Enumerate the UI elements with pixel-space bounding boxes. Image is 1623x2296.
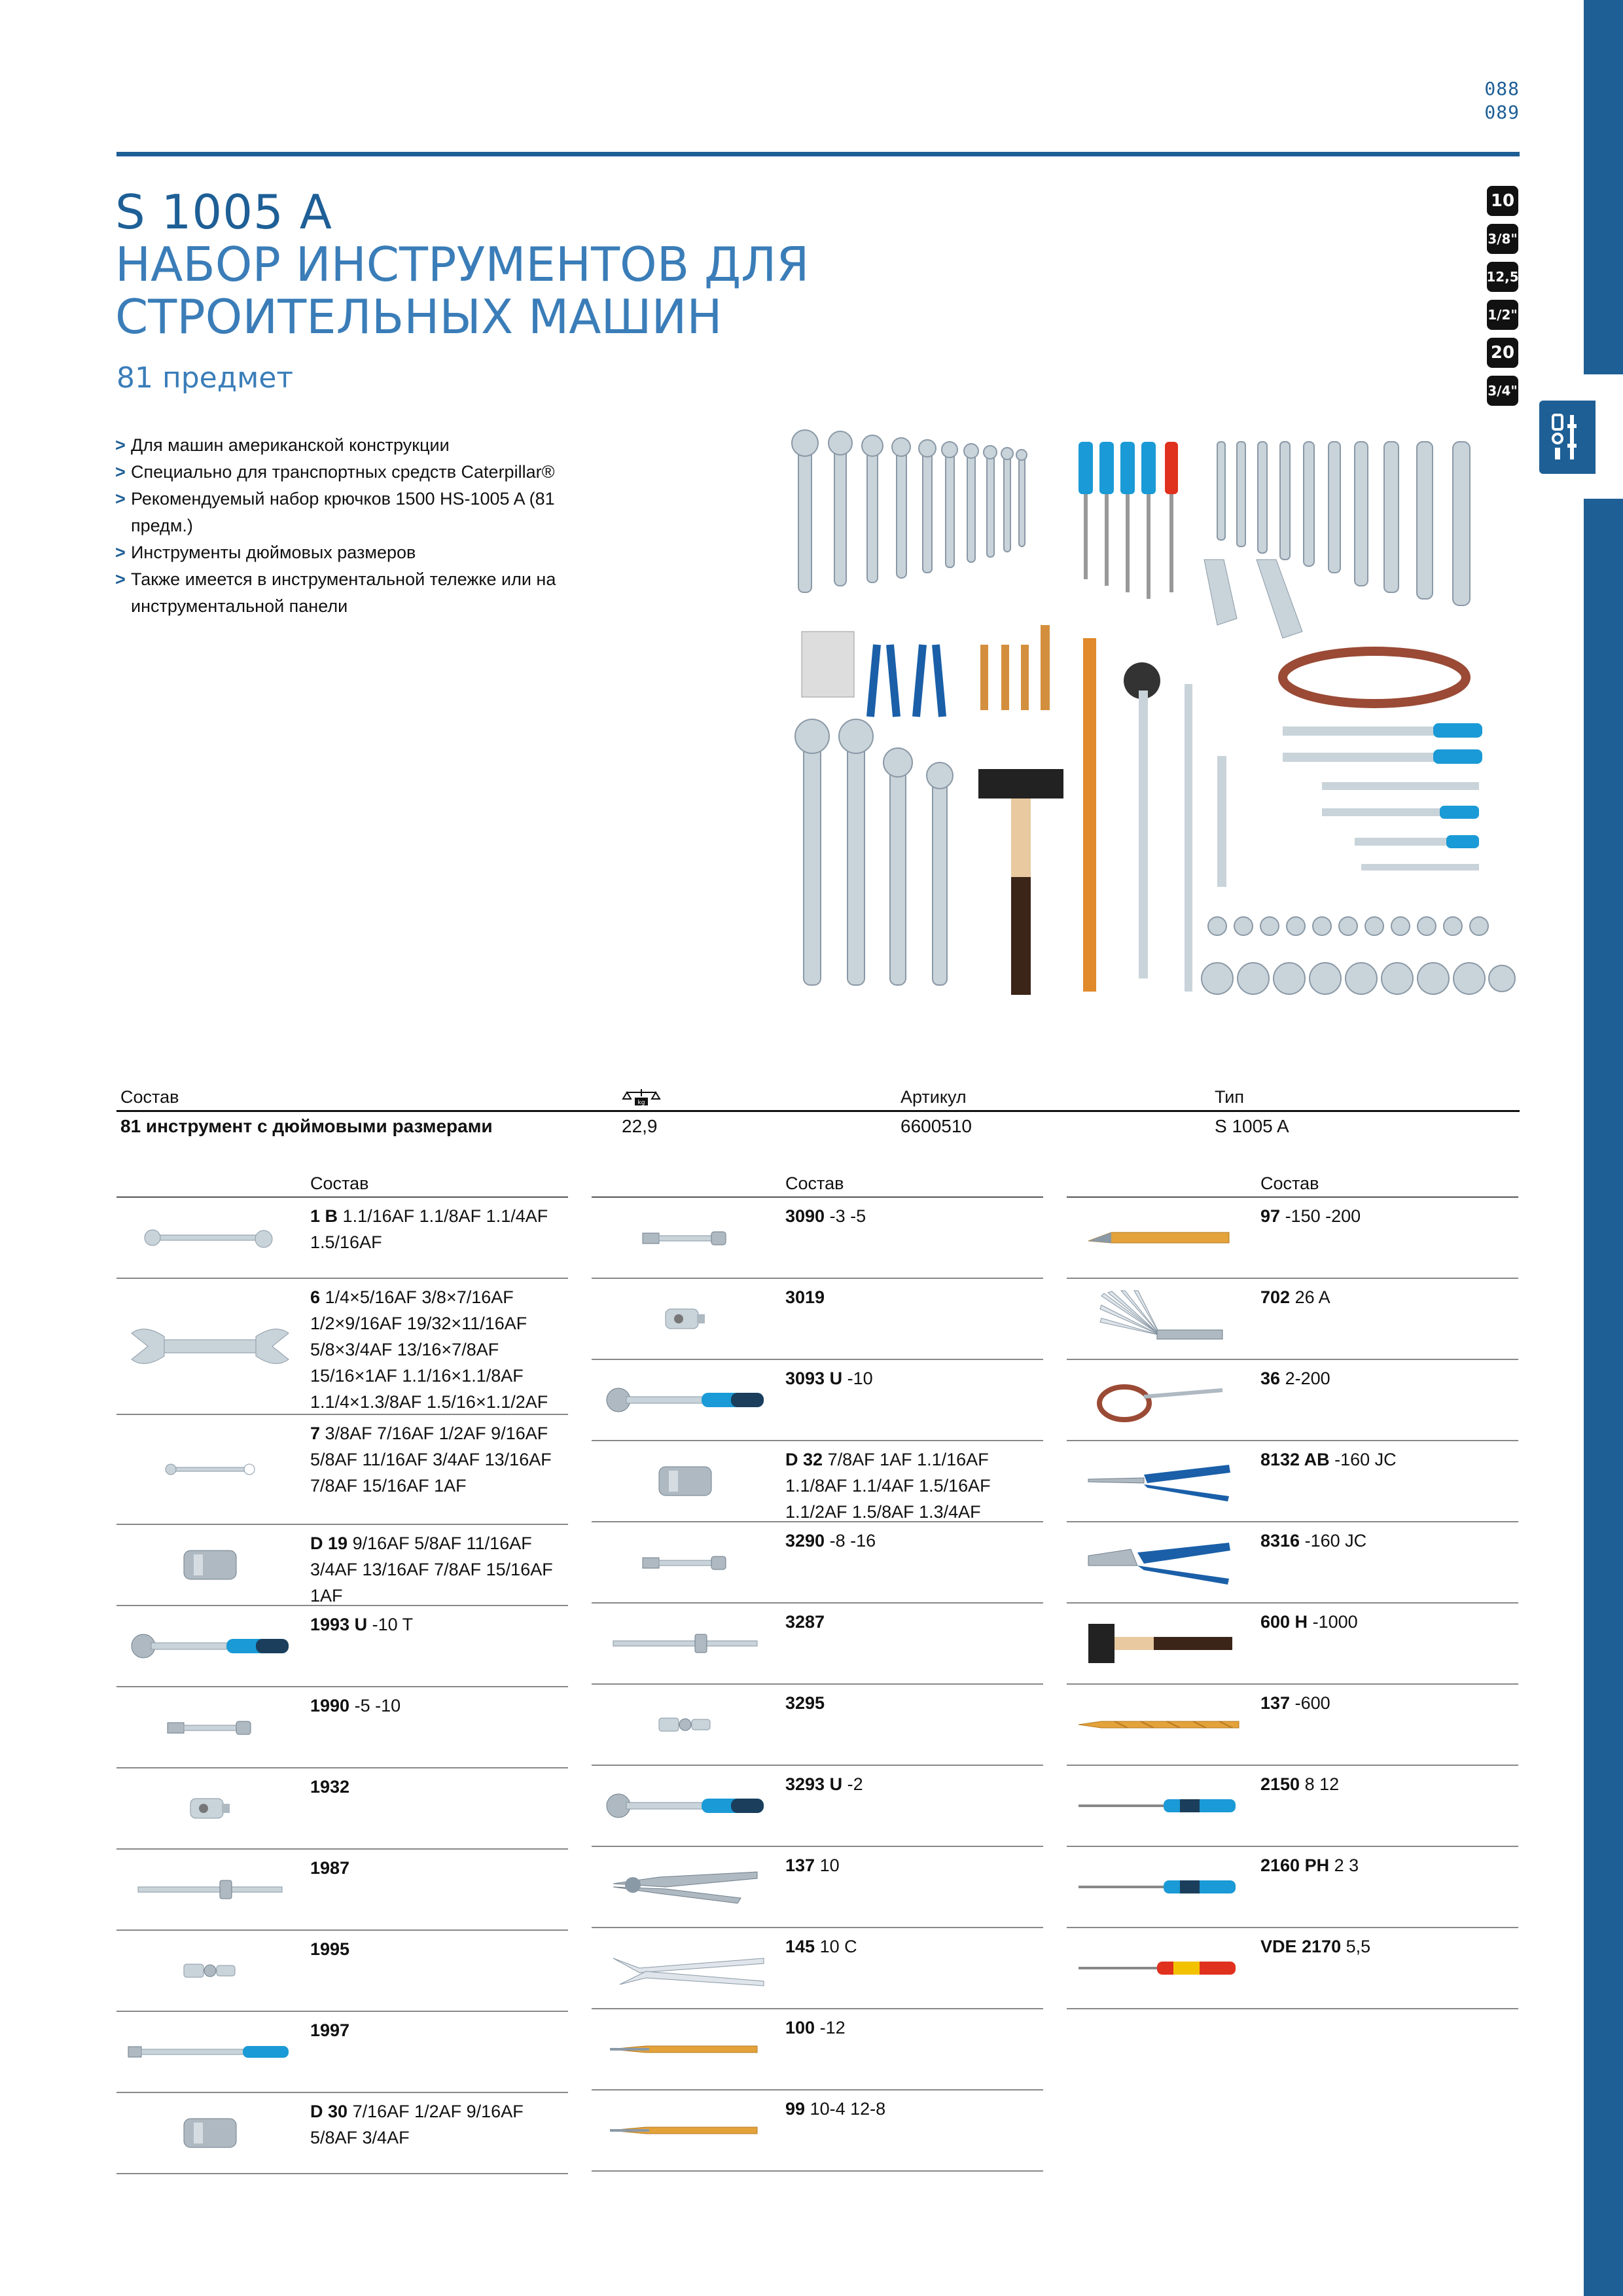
component-code: 702 bbox=[1260, 1287, 1291, 1307]
component-code: 1997 bbox=[310, 2020, 350, 2040]
component-text bbox=[310, 1203, 568, 1255]
component-text bbox=[785, 2096, 1043, 2122]
component-sizes: 10-4 12-8 bbox=[810, 2099, 886, 2119]
component-row bbox=[592, 1441, 1043, 1522]
component-row bbox=[592, 1360, 1043, 1441]
component-sizes: -150 -200 bbox=[1285, 1206, 1361, 1226]
component-code: 2160 PH bbox=[1260, 1856, 1330, 1875]
component-text bbox=[1260, 1528, 1518, 1554]
component-text bbox=[785, 1284, 1043, 1310]
component-row bbox=[116, 1415, 568, 1525]
component-sizes: -2 bbox=[847, 1774, 863, 1794]
component-code: 1987 bbox=[310, 1858, 350, 1878]
product-title-line1: НАБОР ИНСТРУМЕНТОВ ДЛЯ bbox=[115, 237, 810, 292]
component-text bbox=[785, 1609, 1043, 1635]
component-row bbox=[1067, 1604, 1518, 1685]
locking-pliers-icon bbox=[597, 1847, 774, 1927]
arrow-icon: > bbox=[115, 543, 126, 562]
socket-icon bbox=[122, 2093, 298, 2173]
summary-header bbox=[116, 1083, 1520, 1112]
component-row bbox=[592, 1847, 1043, 1928]
combination-spanner-icon bbox=[122, 1415, 298, 1524]
component-sizes: 26 A bbox=[1294, 1287, 1330, 1307]
component-row bbox=[592, 1198, 1043, 1279]
component-code: 100 bbox=[785, 2018, 815, 2037]
component-text bbox=[1260, 1446, 1518, 1473]
product-title-line2: СТРОИТЕЛЬНЫХ МАШИН bbox=[115, 289, 722, 344]
component-sizes: -600 bbox=[1294, 1693, 1330, 1713]
feeler-gauge-icon bbox=[1072, 1279, 1249, 1359]
column-header-label: Состав bbox=[310, 1174, 369, 1193]
component-text bbox=[310, 1693, 568, 1719]
component-row bbox=[592, 1604, 1043, 1685]
component-code: 6 bbox=[310, 1287, 321, 1307]
component-text bbox=[1260, 1203, 1518, 1229]
summary-type: S 1005 A bbox=[1215, 1116, 1289, 1136]
hinged-handle-icon bbox=[122, 2012, 298, 2092]
column-header-label: Состав bbox=[1260, 1174, 1319, 1193]
component-code: 145 bbox=[785, 1937, 815, 1956]
adaptor-icon bbox=[597, 1279, 774, 1359]
socket-icon bbox=[597, 1441, 774, 1521]
badge-10: 10 bbox=[1487, 186, 1518, 216]
badge-12-5: 12,5 bbox=[1487, 262, 1518, 292]
component-row bbox=[1067, 1847, 1518, 1928]
sliding-t-handle-icon bbox=[122, 1850, 298, 1929]
component-row bbox=[1067, 1766, 1518, 1847]
component-text bbox=[310, 2017, 568, 2043]
summary-weight: 22,9 bbox=[622, 1116, 658, 1136]
feature-item: > Рекомендуемый набор крючков 1500 HS-1005 A (81 предм.) bbox=[115, 486, 573, 539]
component-code: 3290 bbox=[785, 1531, 825, 1551]
arrow-icon: > bbox=[115, 462, 126, 482]
component-sizes: -10 T bbox=[372, 1615, 414, 1634]
badge-3-4: 3/4" bbox=[1487, 376, 1518, 406]
component-code: 3295 bbox=[785, 1693, 825, 1713]
component-row bbox=[592, 2009, 1043, 2090]
component-sizes: 2 3 bbox=[1334, 1856, 1359, 1875]
component-code: 8316 bbox=[1260, 1531, 1300, 1551]
component-text bbox=[310, 2098, 568, 2151]
component-row bbox=[592, 2090, 1043, 2172]
component-text bbox=[785, 1203, 1043, 1229]
summary-table bbox=[116, 1083, 1520, 1142]
component-code: 99 bbox=[785, 2099, 806, 2119]
summary-row bbox=[116, 1112, 1520, 1142]
universal-joint-icon bbox=[597, 1685, 774, 1765]
adaptor-icon bbox=[122, 1768, 298, 1848]
component-text bbox=[1260, 1771, 1518, 1797]
component-row bbox=[116, 1606, 568, 1687]
component-code: 137 bbox=[785, 1856, 815, 1875]
feature-item: > Для машин американской конструкции bbox=[115, 432, 573, 459]
side-cutter-icon bbox=[1072, 1522, 1249, 1602]
component-code: 8132 AB bbox=[1260, 1450, 1330, 1469]
component-text bbox=[785, 1690, 1043, 1716]
component-code: D 32 bbox=[785, 1450, 823, 1469]
component-text bbox=[310, 1284, 568, 1415]
column-header bbox=[1067, 1166, 1518, 1198]
vde-screwdriver-icon bbox=[1072, 1928, 1249, 2008]
component-row bbox=[116, 2012, 568, 2093]
component-code: VDE 2170 bbox=[1260, 1937, 1342, 1956]
sliding-t-handle-icon bbox=[597, 1604, 774, 1683]
component-text bbox=[310, 1774, 568, 1800]
punch-icon bbox=[597, 2009, 774, 2089]
component-code: 97 bbox=[1260, 1206, 1281, 1226]
product-code: S 1005 A bbox=[115, 185, 332, 240]
pry-bar-icon bbox=[1072, 1685, 1249, 1765]
feature-item: > Инструменты дюймовых размеров bbox=[115, 539, 573, 566]
component-text bbox=[785, 2015, 1043, 2041]
component-code: 7 bbox=[310, 1424, 321, 1443]
category-tab[interactable] bbox=[1539, 401, 1596, 474]
component-sizes: -1000 bbox=[1312, 1612, 1358, 1632]
component-text bbox=[785, 1365, 1043, 1391]
component-code: 2150 bbox=[1260, 1774, 1300, 1794]
component-code: 600 H bbox=[1260, 1612, 1308, 1632]
component-sizes: -10 bbox=[847, 1369, 873, 1388]
column-header bbox=[116, 1166, 568, 1198]
component-row bbox=[116, 1279, 568, 1415]
feature-item: > Также имеется в инструментальной тележке или на инструментальной панели bbox=[115, 566, 573, 620]
component-sizes: -5 -10 bbox=[354, 1696, 401, 1715]
component-text bbox=[785, 1771, 1043, 1797]
component-row bbox=[116, 1931, 568, 2012]
component-row bbox=[1067, 1928, 1518, 2009]
ratchet-icon bbox=[597, 1766, 774, 1846]
component-sizes: 5,5 bbox=[1346, 1937, 1371, 1956]
side-bar bbox=[1584, 0, 1623, 2296]
double-open-end-spanner-icon bbox=[122, 1279, 298, 1414]
component-row bbox=[116, 1198, 568, 1279]
component-text bbox=[310, 1611, 568, 1638]
component-row bbox=[1067, 1522, 1518, 1604]
component-sizes: 3/8AF 7/16AF 1/2AF 9/16AF 5/8AF 11/16AF 3/4AF 13/16AF 7/8AF 15/16AF 1AF bbox=[310, 1424, 552, 1496]
component-sizes: 1/4×5/16AF 3/8×7/16AF 1/2×9/16AF 19/32×11/16AF 5/8×3/4AF 13/16×7/8AF 15/16×1AF 1.1/16×1.1/8AF 1.1/4×1.3/8AF 1.5/16×1.1/2AF bbox=[310, 1287, 548, 1412]
socket-icon bbox=[122, 1525, 298, 1605]
component-text bbox=[785, 1852, 1043, 1878]
column-header bbox=[592, 1166, 1043, 1198]
component-code: 3287 bbox=[785, 1612, 825, 1632]
punch-icon bbox=[597, 2090, 774, 2170]
summary-article: 6600510 bbox=[901, 1116, 972, 1136]
weight-icon bbox=[622, 1087, 661, 1111]
header-composition: Состав bbox=[120, 1087, 179, 1107]
component-code: 3090 bbox=[785, 1206, 825, 1226]
feature-list bbox=[115, 432, 573, 620]
ratchet-ring-spanner-icon bbox=[122, 1198, 298, 1278]
component-text bbox=[785, 1446, 1043, 1525]
component-sizes: 1.1/16AF 1.1/8AF 1.1/4AF 1.5/16AF bbox=[310, 1206, 548, 1252]
component-column-3 bbox=[1067, 1166, 1518, 2009]
component-row bbox=[1067, 1279, 1518, 1360]
arrow-icon: > bbox=[115, 435, 126, 455]
component-text bbox=[1260, 1284, 1518, 1310]
component-text bbox=[1260, 1852, 1518, 1878]
component-sizes: -160 JC bbox=[1304, 1531, 1367, 1551]
component-row bbox=[116, 2093, 568, 2174]
component-text bbox=[1260, 1690, 1518, 1716]
column-header-label: Состав bbox=[785, 1174, 844, 1193]
component-text bbox=[785, 1933, 1043, 1960]
component-code: 3293 U bbox=[785, 1774, 843, 1794]
component-text bbox=[1260, 1365, 1518, 1391]
component-code: 137 bbox=[1260, 1693, 1291, 1713]
component-code: 3019 bbox=[785, 1287, 825, 1307]
svg-text:kg: kg bbox=[637, 1100, 645, 1106]
component-code: 3093 U bbox=[785, 1369, 843, 1388]
component-code: 1995 bbox=[310, 1939, 350, 1959]
extension-bar-icon bbox=[122, 1687, 298, 1767]
component-row bbox=[592, 1766, 1043, 1847]
component-text bbox=[1260, 1609, 1518, 1635]
component-row bbox=[1067, 1360, 1518, 1441]
component-row bbox=[116, 1687, 568, 1768]
page-number-right: 089 bbox=[1484, 101, 1520, 123]
component-row bbox=[1067, 1441, 1518, 1522]
component-sizes: 8 12 bbox=[1304, 1774, 1340, 1794]
badge-20: 20 bbox=[1487, 338, 1518, 368]
component-sizes: 7/8AF 1AF 1.1/16AF 1.1/8AF 1.1/4AF 1.5/16AF 1.1/2AF 1.5/8AF 1.3/4AF bbox=[785, 1450, 991, 1522]
ratchet-icon bbox=[122, 1606, 298, 1686]
component-text bbox=[310, 1855, 568, 1881]
component-code: 36 bbox=[1260, 1369, 1281, 1388]
chisel-icon bbox=[1072, 1198, 1249, 1278]
component-column-2 bbox=[592, 1166, 1043, 2172]
page-numbers bbox=[1484, 77, 1520, 124]
component-row bbox=[1067, 1198, 1518, 1279]
screwdriver-icon bbox=[1072, 1766, 1249, 1846]
component-sizes: -8 -16 bbox=[829, 1531, 876, 1551]
ratchet-icon bbox=[597, 1360, 774, 1440]
component-sizes: 9/16AF 5/8AF 11/16AF 3/4AF 13/16AF 7/8AF 15/16AF 1AF bbox=[310, 1534, 553, 1605]
component-row bbox=[592, 1522, 1043, 1604]
water-pump-pliers-icon bbox=[597, 1928, 774, 2008]
component-row bbox=[116, 1525, 568, 1606]
needle-nose-pliers-icon bbox=[1072, 1441, 1249, 1521]
header-type: Тип bbox=[1215, 1087, 1245, 1107]
component-code: 1 B bbox=[310, 1206, 338, 1226]
summary-composition: 81 инструмент с дюймовыми размерами bbox=[120, 1116, 493, 1136]
drive-badges bbox=[1487, 186, 1518, 414]
screwdriver-icon bbox=[1072, 1847, 1249, 1927]
component-row bbox=[592, 1685, 1043, 1766]
feature-item: > Специально для транспортных средств Caterpillar® bbox=[115, 459, 573, 486]
component-sizes: 10 C bbox=[819, 1937, 857, 1956]
component-code: D 19 bbox=[310, 1534, 348, 1553]
component-text bbox=[1260, 1933, 1518, 1960]
component-row bbox=[116, 1768, 568, 1850]
extension-bar-icon bbox=[597, 1198, 774, 1278]
arrow-icon: > bbox=[115, 569, 126, 589]
component-sizes: 7/16AF 1/2AF 9/16AF 5/8AF 3/4AF bbox=[310, 2102, 524, 2147]
component-code: 1932 bbox=[310, 1777, 350, 1797]
product-photo bbox=[785, 429, 1520, 1005]
component-sizes: -160 JC bbox=[1334, 1450, 1397, 1469]
hammer-icon bbox=[1072, 1604, 1249, 1683]
component-text bbox=[785, 1528, 1043, 1554]
page-number-left: 088 bbox=[1484, 78, 1520, 99]
component-text bbox=[310, 1420, 568, 1499]
header-article: Артикул bbox=[901, 1087, 967, 1107]
component-sizes: 10 bbox=[819, 1856, 840, 1875]
tool-set-icon bbox=[1548, 411, 1587, 463]
component-row bbox=[116, 1850, 568, 1931]
component-row bbox=[592, 1928, 1043, 2009]
component-sizes: -3 -5 bbox=[829, 1206, 866, 1226]
component-code: 1990 bbox=[310, 1696, 350, 1715]
universal-joint-icon bbox=[122, 1931, 298, 2011]
component-code: D 30 bbox=[310, 2102, 348, 2121]
header-rule bbox=[116, 152, 1520, 156]
component-row bbox=[592, 1279, 1043, 1360]
component-text bbox=[310, 1530, 568, 1609]
component-sizes: -12 bbox=[819, 2018, 846, 2037]
component-text bbox=[310, 1936, 568, 1962]
component-row bbox=[1067, 1685, 1518, 1766]
strap-wrench-icon bbox=[1072, 1360, 1249, 1440]
component-sizes: 2-200 bbox=[1285, 1369, 1330, 1388]
badge-3-8: 3/8" bbox=[1487, 224, 1518, 254]
extension-bar-icon bbox=[597, 1522, 774, 1602]
component-code: 1993 U bbox=[310, 1615, 368, 1634]
arrow-icon: > bbox=[115, 489, 126, 509]
badge-1-2: 1/2" bbox=[1487, 300, 1518, 330]
component-column-1 bbox=[116, 1166, 568, 2174]
product-subtitle: 81 предмет bbox=[116, 361, 294, 395]
